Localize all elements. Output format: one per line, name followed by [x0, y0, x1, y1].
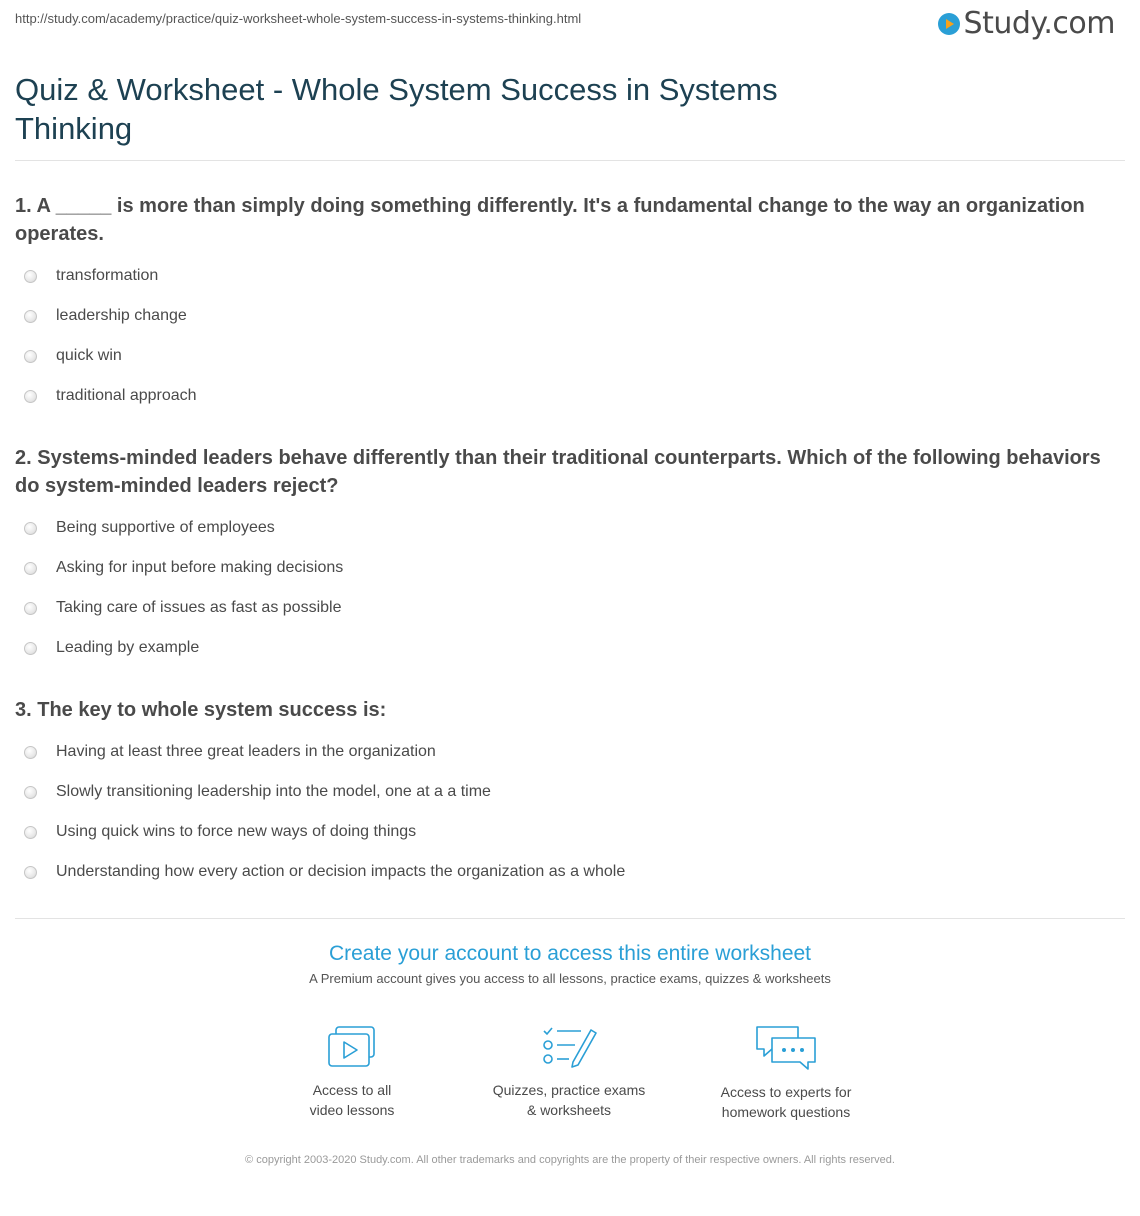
radio-button[interactable]: [24, 642, 37, 655]
radio-button[interactable]: [24, 310, 37, 323]
option-label: transformation: [56, 267, 159, 284]
answer-option[interactable]: [15, 628, 1125, 668]
radio-button[interactable]: [24, 786, 37, 799]
answer-option[interactable]: [15, 852, 1125, 892]
logo-text: Study.com: [963, 6, 1115, 41]
question-text: 3. The key to whole system success is:: [15, 699, 387, 721]
feature-line-2: & worksheets: [526, 1102, 612, 1118]
cta-title-link[interactable]: Create your account to access this entire worksheet: [328, 942, 812, 965]
question-2: [15, 444, 1125, 668]
quiz-checklist-icon: [541, 1024, 597, 1070]
answer-option[interactable]: [15, 256, 1125, 296]
copyright-notice: © copyright 2003-2020 Study.com. All other trademarks and copyrights are the property of their respective owners. All rights reserved.: [245, 1154, 895, 1166]
question-text: 2. Systems-minded leaders behave differently than their traditional counterparts. Which of the following behaviors do system-minded leaders reject?: [15, 447, 1101, 497]
answer-option[interactable]: [15, 508, 1125, 548]
question-1: [15, 192, 1125, 416]
cta-subtitle: A Premium account gives you access to all lessons, practice exams, quizzes & worksheets: [309, 971, 831, 986]
option-label: leadership change: [56, 307, 187, 324]
feature-line-1: Quizzes, practice exams: [492, 1082, 646, 1098]
study-logo[interactable]: [938, 6, 1115, 41]
answer-option[interactable]: [15, 812, 1125, 852]
header-divider: [15, 160, 1125, 161]
feature-line-1: Access to all: [312, 1082, 392, 1098]
option-label: Asking for input before making decisions: [56, 559, 344, 576]
radio-button[interactable]: [24, 270, 37, 283]
page-title: Quiz & Worksheet - Whole System Success in Systems Thinking: [15, 72, 778, 146]
question-text: 1. A _____ is more than simply doing something differently. It's a fundamental change to the way an organization operates.: [15, 195, 1085, 245]
option-label: Leading by example: [56, 639, 200, 656]
page-url: http://study.com/academy/practice/quiz-worksheet-whole-system-success-in-systems-thinking.html: [15, 11, 582, 26]
feature-line-1: Access to experts for: [720, 1084, 852, 1100]
option-label: traditional approach: [56, 387, 197, 404]
question-3: [15, 696, 1125, 892]
content-divider: [15, 918, 1125, 919]
option-label: Using quick wins to force new ways of doing things: [56, 823, 417, 840]
answer-option[interactable]: [15, 296, 1125, 336]
chat-bubbles-icon: [754, 1024, 818, 1072]
radio-button[interactable]: [24, 602, 37, 615]
radio-button[interactable]: [24, 746, 37, 759]
radio-button[interactable]: [24, 866, 37, 879]
radio-button[interactable]: [24, 350, 37, 363]
option-label: Understanding how every action or decision impacts the organization as a whole: [56, 863, 626, 880]
video-lessons-icon: [326, 1024, 378, 1070]
option-label: Being supportive of employees: [56, 519, 275, 536]
option-label: Having at least three great leaders in the organization: [56, 743, 436, 760]
option-label: Taking care of issues as fast as possible: [56, 599, 342, 616]
answer-option[interactable]: [15, 376, 1125, 416]
answer-option[interactable]: [15, 336, 1125, 376]
feature-quizzes: [469, 1024, 669, 1120]
option-label: quick win: [56, 347, 122, 364]
option-label: Slowly transitioning leadership into the model, one at a a time: [56, 783, 491, 800]
radio-button[interactable]: [24, 826, 37, 839]
answer-option[interactable]: [15, 772, 1125, 812]
signup-cta: [0, 942, 1140, 986]
answer-option[interactable]: [15, 588, 1125, 628]
study-play-logo-icon: [938, 13, 960, 35]
answer-option[interactable]: [15, 548, 1125, 588]
feature-line-2: video lessons: [309, 1102, 395, 1118]
feature-experts: [686, 1024, 886, 1122]
feature-line-2: homework questions: [721, 1104, 851, 1120]
feature-video-lessons: [252, 1024, 452, 1120]
radio-button[interactable]: [24, 390, 37, 403]
answer-option[interactable]: [15, 732, 1125, 772]
radio-button[interactable]: [24, 562, 37, 575]
radio-button[interactable]: [24, 522, 37, 535]
